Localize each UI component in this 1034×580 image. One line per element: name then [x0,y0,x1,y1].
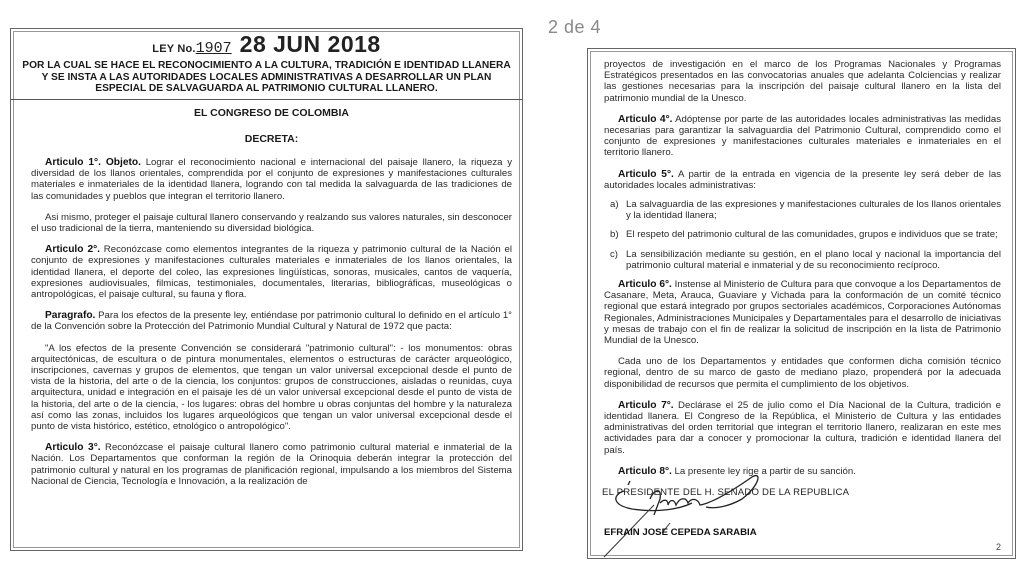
convention-quote: "A los efectos de la presente Convención se considerará "patrimonio cultural": - los monumentos: obras arquitectónicas, de escultura o de pintura monumentales, elementos o estructuras de carácter arqueológico, inscripciones, cavernas y grupos de elementos, que tengan un valor universal excepcional desde el punto de vista de la historia, del arte o de la ciencia, los conjuntos: grupos de construcciones, aisladas o reunidas, cuya arquitectura, unidad e integración en el paisaje les dé un valor universal excepcional desde el punto de vista de la historia, del arte o de la ciencia, - los lugares: obras del hombre u obras conjuntas del hombre y la naturaleza así como las zonas, incluidos los lugares arqueológicos que tengan un valor universal excepcional desde el punto de vista histórico, estético, etnológico o antropológico". [31,342,512,433]
document-page-1 [10,28,523,551]
decreta-heading: DECRETA: [244,133,299,145]
list-item-c: c) La sensibilización mediante su gestión, en el plano local y nacional la importancia del patrimonio cultural material e inmaterial y de su reconocimiento recíproco. [610,248,1001,271]
issuer-heading: EL CONGRESO DE COLOMBIA [194,107,349,119]
signature-title: EL PRESIDENTE DEL H. SENADO DE LA REPUBLICA [602,487,850,499]
article-3: Articulo 3°. Reconózcase el paisaje cultural llanero como patrimonio cultural material e inmaterial de la Nación. Los Departamentos que conforman la región de la Orinoquia deberán integrar la protección del patrimonio cultural y natural en los programas de planificación regional, impulsando a los miembros del Sistema Nacional de Ciencia, Tecnología e Innovación, a la realización de [31,442,512,487]
page-1-body [31,107,512,497]
list-item-b: b) El respeto del patrimonio cultural de las comunidades, grupos e individuos que se trate; [610,229,998,241]
law-label: LEY No. [152,43,196,55]
page-number: 2 [995,542,1001,552]
law-number-line [11,33,522,60]
law-date-stamp: 28 JUN 2018 [239,31,381,57]
article-2: Articulo 2°. Reconózcase como elementos integrantes de la riqueza y patrimonio cultural de la Nación el conjunto de expresiones y manifestaciones culturales materiales e inmateriales de los llanos orientales, la identidad llanera, el deporte del coleo, las expresiones lingüísticas, sonoras, musicales, cantos de vaquería, expresiones audiovisuales, filmicas, testimoniales, documentales, literarias, bibliográficas, museológicas o antropológicas, el paisaje cultural, su fauna y flora. [31,244,512,301]
law-title: POR LA CUAL SE HACE EL RECONOCIMIENTO A LA CULTURA, TRADICIÓN E IDENTIDAD LLANERA Y SE INSTA A LAS AUTORIDADES LOCALES ADMINISTRATIVAS A DESARROLLAR UN PLAN ESPECIAL DE SALVAGUARDA AL PATRIMONIO CULTURAL LLANERO. [22,60,511,94]
article-3-continued: proyectos de investigación en el marco de los Programas Nacionales y Programas Estratégicos presentados en las convocatorias anuales que adelanta Colciencias y realizar las gestiones necesarias para la inscripción del paisaje cultural llanero en la lista del patrimonio mundial de la Unesco. [604,59,1001,104]
paragraph-clause: Paragrafo. Para los efectos de la presente ley, entiéndase por patrimonio cultural lo definido en el artículo 1° de la Convención sobre la Protección del Patrimonio Mundial Cultural y Natural de 1972 que pacta: [31,310,512,333]
signatory-name: EFRAIN JOSE CEPEDA SARABIA [604,527,757,538]
article-6: Articulo 6°. Instense al Ministerio de Cultura para que convoque a los Departamentos de Casanare, Meta, Arauca, Guaviare y Vichada para la conformación de un comité técnico regional que estará integrado por grupos sectoriales académicos, Corporaciones Autónomas Regionales, Administraciones Municipales y Departamentales para el desarrollo de iniciativas y mesas de trabajo con el fin de realizar la solicitud de inscripción en la lista de Patrimonio Mundial de la Unesco. [604,279,1002,347]
article-5: Articulo 5°. A partir de la entrada en vigencia de la presente ley será deber de las autoridades locales administrativas: [604,168,1001,191]
article-7: Articulo 7°. Declárase el 25 de julio como el Día Nacional de la Cultura, tradición e identidad llanera. El Congreso de la República, el Ministerio de Cultura y las entidades administrativas del orden territorial que integran el territorio llanero, realizaran en este mes actividades para dar a conocer y promocionar la cultura, tradición e identidad llanera del país. [604,399,1001,456]
page-counter: 2 de 4 [548,17,602,37]
law-header [11,29,522,100]
law-number: 1907 [195,40,232,57]
page-2-body [604,59,1001,498]
article-1: Articulo 1°. Objeto. Lograr el reconocimiento nacional e internacional del paisaje llanero, la riqueza y diversidad de los llanos orientales, comprendida por el conjunto de expresiones y manifestaciones culturales materiales e inmateriales de la identidad llanera, logrando con tal medida la salvaguarda de las tradiciones de las comunidades y pueblos que integran el territorio llanero. [31,157,512,202]
article-6-continued: Cada uno de los Departamentos y entidades que conformen dicha comisión técnico regional, dentro de su marco de gasto de mediano plazo, propenderá por la adecuada disponibilidad de recursos que permita el cumplimiento de los objetivos. [604,356,1001,390]
article-8: Articulo 8°. La presente ley rige a partir de su sanción. [618,465,856,477]
article-1-continued: Asi mismo, proteger el paisaje cultural llanero conservando y realzando sus valores naturales, sin desconocer el uso tradicional de la tierra, manteniendo su diversidad biológica. [31,211,512,235]
document-page-2 [587,48,1016,559]
signature-icon [602,469,802,559]
list-item-a: a) La salvaguardia de las expresiones y manifestaciones culturales de los llanos orientales y la identidad llanera; [610,199,1001,222]
article-4: Articulo 4°. Adóptense por parte de las autoridades locales administrativas las medidas necesarias para garantizar la salvaguardia del Patrimonio Cultural, comprendido como el conjunto de expresiones y manifestaciones culturales materiales e inmateriales en el territorio llanero. [604,113,1001,159]
